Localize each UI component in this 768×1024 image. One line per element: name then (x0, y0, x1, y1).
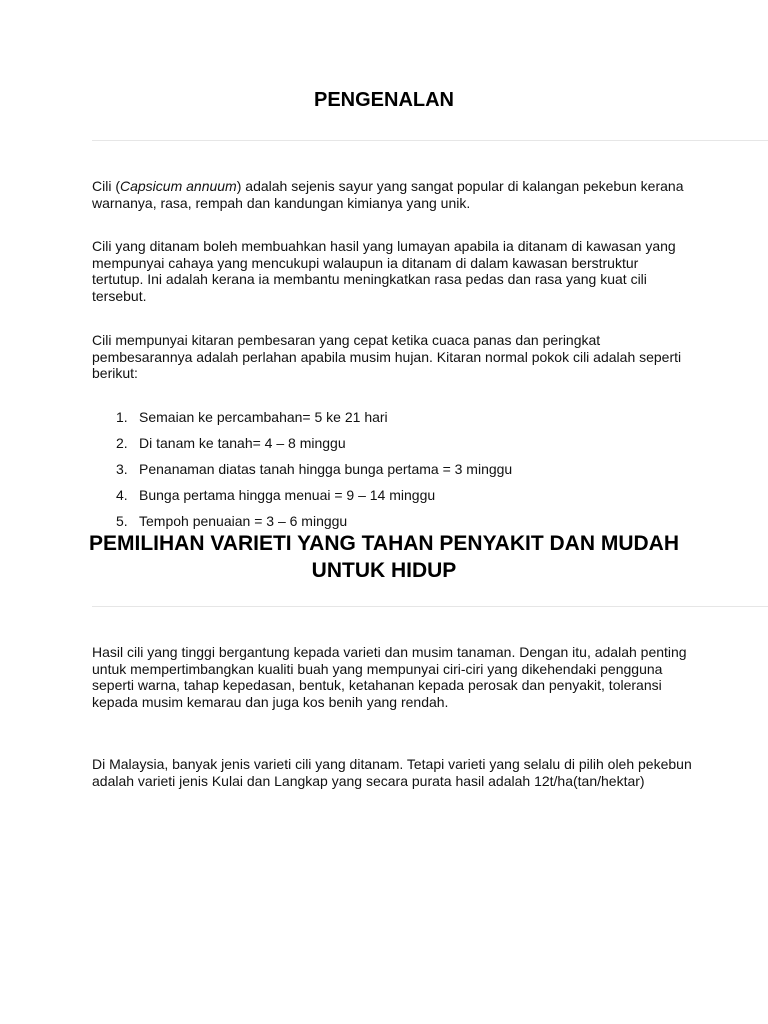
paragraph-malaysia-varieties: Di Malaysia, banyak jenis varieti cili yang ditanam. Tetapi varieti yang selalu di pilih oleh pekebun adalah varieti jenis Kulai dan Langkap yang secara purata hasil adalah 12t/ha(tan/hektar) (92, 756, 692, 789)
list-item-number: 1. (116, 409, 128, 425)
paragraph-variety-quality: Hasil cili yang tinggi bergantung kepada varieti dan musim tanaman. Dengan itu, adalah penting untuk mempertimbangkan kualiti buah yang mempunyai ciri-ciri yang dikehendaki pengguna seperti warna, tahap kepedasan, bentuk, ketahanan kepada perosak dan penyakit, toleransi kepada musim kemarau dan juga kos benih yang rendah. (92, 644, 687, 710)
growth-cycle-list (116, 408, 676, 538)
list-item-text: Bunga pertama hingga menuai = 9 – 14 minggu (139, 487, 436, 503)
list-item (116, 408, 676, 434)
list-item-text: Di tanam ke tanah= 4 – 8 minggu (139, 435, 346, 451)
list-item-number: 3. (116, 461, 128, 477)
paragraph-growth-cycle: Cili mempunyai kitaran pembesaran yang cepat ketika cuaca panas dan peringkat pembesarannya adalah perlahan apabila musim hujan. Kitaran normal pokok cili adalah seperti berikut: (92, 332, 682, 381)
list-item-text: Penanaman diatas tanah hingga bunga pertama = 3 minggu (139, 461, 513, 477)
paragraph-intro-start: Cili ( (92, 178, 120, 194)
list-item (116, 434, 676, 460)
divider (92, 140, 768, 141)
paragraph-intro-end: ) adalah sejenis sayur yang sangat popular di kalangan pekebun kerana warnanya, rasa, rempah dan kandungan kimianya yang unik. (92, 178, 684, 211)
list-item-number: 5. (116, 513, 128, 529)
paragraph-sunlight: Cili yang ditanam boleh membuahkan hasil yang lumayan apabila ia ditanam di kawasan yang mempunyai cahaya yang mencukupi walaupun ia ditanam di dalam kawasan berstruktur tertutup. Ini adalah kerana ia membantu meningkatkan rasa pedas dan rasa yang kuat cili tersebut. (92, 238, 676, 304)
list-item (116, 486, 676, 512)
list-item-number: 2. (116, 435, 128, 451)
section-title-pengenalan: PENGENALAN (313, 89, 454, 111)
section-title-variety: PEMILIHAN VARIETI YANG TAHAN PENYAKIT DAN MUDAH UNTUK HIDUP (89, 532, 679, 582)
list-item (116, 460, 676, 486)
list-item-text: Tempoh penuaian = 3 – 6 minggu (139, 513, 348, 529)
list-item-text: Semaian ke percambahan= 5 ke 21 hari (139, 409, 388, 425)
paragraph-intro (92, 178, 692, 211)
list-item-number: 4. (116, 487, 128, 503)
scientific-name: Capsicum annuum (120, 178, 237, 194)
divider (92, 606, 768, 607)
